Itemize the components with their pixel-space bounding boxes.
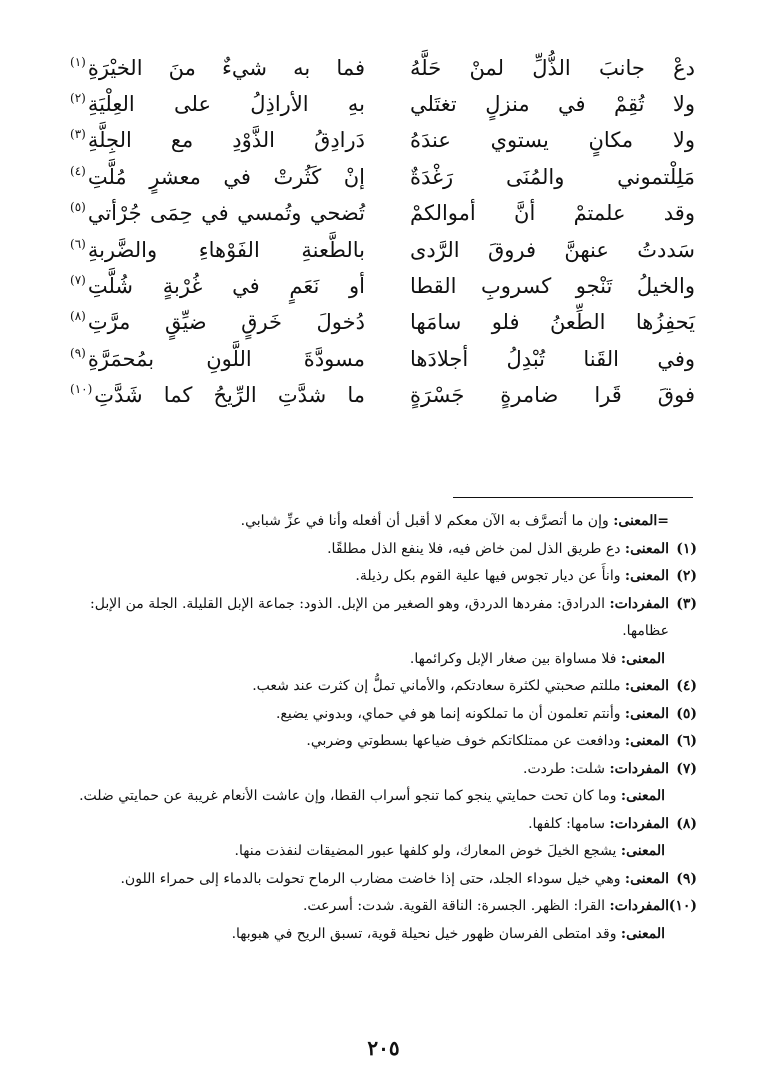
footnote-continued [71,508,697,536]
note-label: المعنى: [624,733,669,749]
note-label: المعنى: [624,678,669,694]
note-text: القرا: الظهر. الجسرة: الناقة القوية. شدت: أسرعت. [302,898,610,914]
first-hemistich: فوقَ قَرا ضامرةٍ جَسْرَةٍ [410,383,695,408]
verse-5 [70,196,695,232]
hemistich-text: بالطَّعنةِ الفَوْهاءِ والضَّربةِ [87,237,365,262]
note-label: المعنى: [620,650,665,667]
first-hemistich: والخيلُ تَنْجو كسروبِ القطا [410,274,695,299]
second-hemistich [70,382,365,408]
footnote-5 [71,701,697,729]
footnote-marker: (٩) [70,345,86,360]
hemistich-text: مسودَّةَ اللَّونِ بمُحمَرَّةِ [87,346,365,371]
footnote-number: (٦) [676,733,697,749]
hemistich-text: أو نَعَمٍ في غُرْبةٍ شُلَّتِ [87,274,365,299]
second-hemistich [70,236,365,262]
footnote-number: (٨) [676,815,697,832]
note-text: وقد امتطى الفرسان ظهور خيل نحيلة قوية، تسبق الريح في هبوبها. [231,925,621,942]
footnote-8 [71,811,697,866]
note-text: وهي خيل سوداء الجلد، حتى إذا خاضت مضارب الرماح تحولت بالدماء إلى حمراء اللون. [120,870,625,887]
footnote-number: (٣) [676,595,697,612]
footnote-separator [453,497,693,498]
note-label: المفردات: [609,898,669,914]
first-hemistich: ولا مكانٍ يستوي عندَهُ [410,128,695,153]
footnote-3 [71,591,697,674]
hemistich-text: فما به شيءٌ منَ الخيْرَةِ [87,55,365,80]
footnote-4 [71,673,697,701]
verse-4 [70,159,695,195]
note-label: المفردات: [609,595,669,612]
second-hemistich [70,200,365,226]
note-label: المعنى: [620,788,665,804]
note-label: المعنى: [624,568,669,584]
footnote-2 [71,563,697,591]
footnote-marker: (٥) [70,200,86,215]
verse-2 [70,86,695,122]
first-hemistich: مَلِلْتموني والمُنَى رَغْدَةٌ [410,164,695,189]
meaning-line [71,838,669,866]
first-hemistich: يَحفِزُها الطِّعنُ فلو سامَها [410,310,695,335]
footnote-number: (٥) [676,705,697,722]
first-hemistich: وفي القَنا تُبْدِلُ أجلادَها [410,346,695,371]
meaning-line [71,783,669,811]
footnotes [71,508,697,948]
note-text: مللتم صحبتي لكثرة سعادتكم، والأماني تملُّ إن كثرت عند شعب. [252,678,625,694]
first-hemistich: وقد علمتمْ أنَّ أموالكمْ [410,201,695,226]
footnote-number: (٢) [676,568,697,584]
footnote-9 [71,866,697,894]
note-text: وأنتم تعلمون أن ما تملكونه إنما هو في حماي، وبدوني يضيع. [275,705,625,722]
meaning-line [71,646,669,674]
note-label: المعنى: [620,925,665,942]
footnote-10 [71,893,697,948]
note-label: المعنى: [624,540,669,557]
hemistich-text: دَرادِقُ الذَّوْدِ مع الجِلَّةِ [87,128,365,153]
verse-8 [70,305,695,341]
note-text: فلا مساواة بين صغار الإبل وكرائمها. [409,650,621,667]
second-hemistich [70,54,365,80]
hemistich-text: بهِ الأراذِلُ على العِلْيَةِ [87,92,365,117]
note-text: دع طريق الذل لمن خاض فيه، فلا ينفع الذل مطلقًا. [327,540,625,557]
vocabulary-line [71,811,669,839]
first-hemistich: دعْ جانبَ الذُّلِّ لمنْ حَلَّهُ [410,55,695,80]
verse-1 [70,50,695,86]
second-hemistich [70,345,365,371]
second-hemistich [70,273,365,299]
second-hemistich [70,309,365,335]
footnote-6 [71,728,697,756]
meaning-line [71,921,669,949]
verse-9 [70,341,695,377]
vocabulary-line [71,756,669,784]
note-text: وإن ما أتصرَّف به الآن معكم لا أقبل أن أفعله وأنا في عزِّ شبابي. [240,513,614,529]
note-label: المفردات: [609,815,669,832]
hemistich-text: تُضحي وتُمسي في حِمَى جُرْأتي [87,201,365,226]
vocabulary-line [71,893,669,921]
footnote-number: (٩) [676,870,697,887]
note-label: المعنى: [624,870,669,887]
note-text: وما كان تحت حمايتي ينجو كما تنجو أسراب القطا، وإن عاشت الأنعام غريبة عن حمايتي ضلت. [79,788,621,804]
second-hemistich [70,163,365,189]
note-label: المفردات: [609,760,669,777]
footnote-marker: (٤) [70,163,86,178]
footnote-7 [71,756,697,811]
verse-3 [70,123,695,159]
note-label: =المعنى: [613,513,669,529]
first-hemistich: ولا تُقِمْ في منزلٍ تغتَلي [410,92,695,117]
poem [70,50,695,414]
footnote-marker: (٨) [70,309,86,324]
note-text: سامها: كلفها. [528,815,610,832]
hemistich-text: إنْ كَثُرتْ في معشرٍ مُلَّتِ [87,164,365,189]
footnote-marker: (٢) [70,91,86,106]
vocabulary-line [71,591,669,646]
note-text: ودافعت عن ممتلكاتكم خوف ضياعها بسطوتي وضربي. [306,733,625,749]
footnote-number: (١٠) [668,898,697,914]
second-hemistich [70,127,365,153]
page-number: ٢٠٥ [367,1036,400,1060]
verse-6 [70,232,695,268]
note-text: شلت: طردت. [523,760,610,777]
footnote-1 [71,536,697,564]
footnote-marker: (١) [70,54,86,69]
footnote-marker: (١٠) [70,382,93,397]
note-label: المعنى: [620,843,665,859]
footnote-marker: (٣) [70,127,86,142]
hemistich-text: ما شدَّتِ الرِّيحُ كما شَدَّتِ [94,383,365,408]
footnote-number: (٤) [676,678,697,694]
verse-7 [70,268,695,304]
note-label: المعنى: [624,705,669,722]
note-text: يشجع الخيلَ خوض المعارك، ولو كلفها عبور المضيقات لنفذت منها. [234,843,621,859]
footnote-marker: (٧) [70,273,86,288]
note-text: وانأَ عن ديار تجوس فيها علية القوم بكل رذيلة. [355,568,625,584]
verse-10 [70,378,695,414]
note-text: الدرادق: مفردها الدردق، وهو الصغير من الإبل. الذود: جماعة الإبل القليلة. الجلة من الإبل: عظامها. [90,595,669,639]
second-hemistich [70,91,365,117]
footnote-marker: (٦) [70,236,86,251]
first-hemistich: سَددتُ عنهنَّ فروقَ الرَّدى [410,237,695,262]
hemistich-text: دُخولَ خَرقٍ ضيِّقٍ مرَّتِ [87,310,365,335]
footnote-number: (٧) [676,760,697,777]
footnote-number: (١) [676,540,697,557]
